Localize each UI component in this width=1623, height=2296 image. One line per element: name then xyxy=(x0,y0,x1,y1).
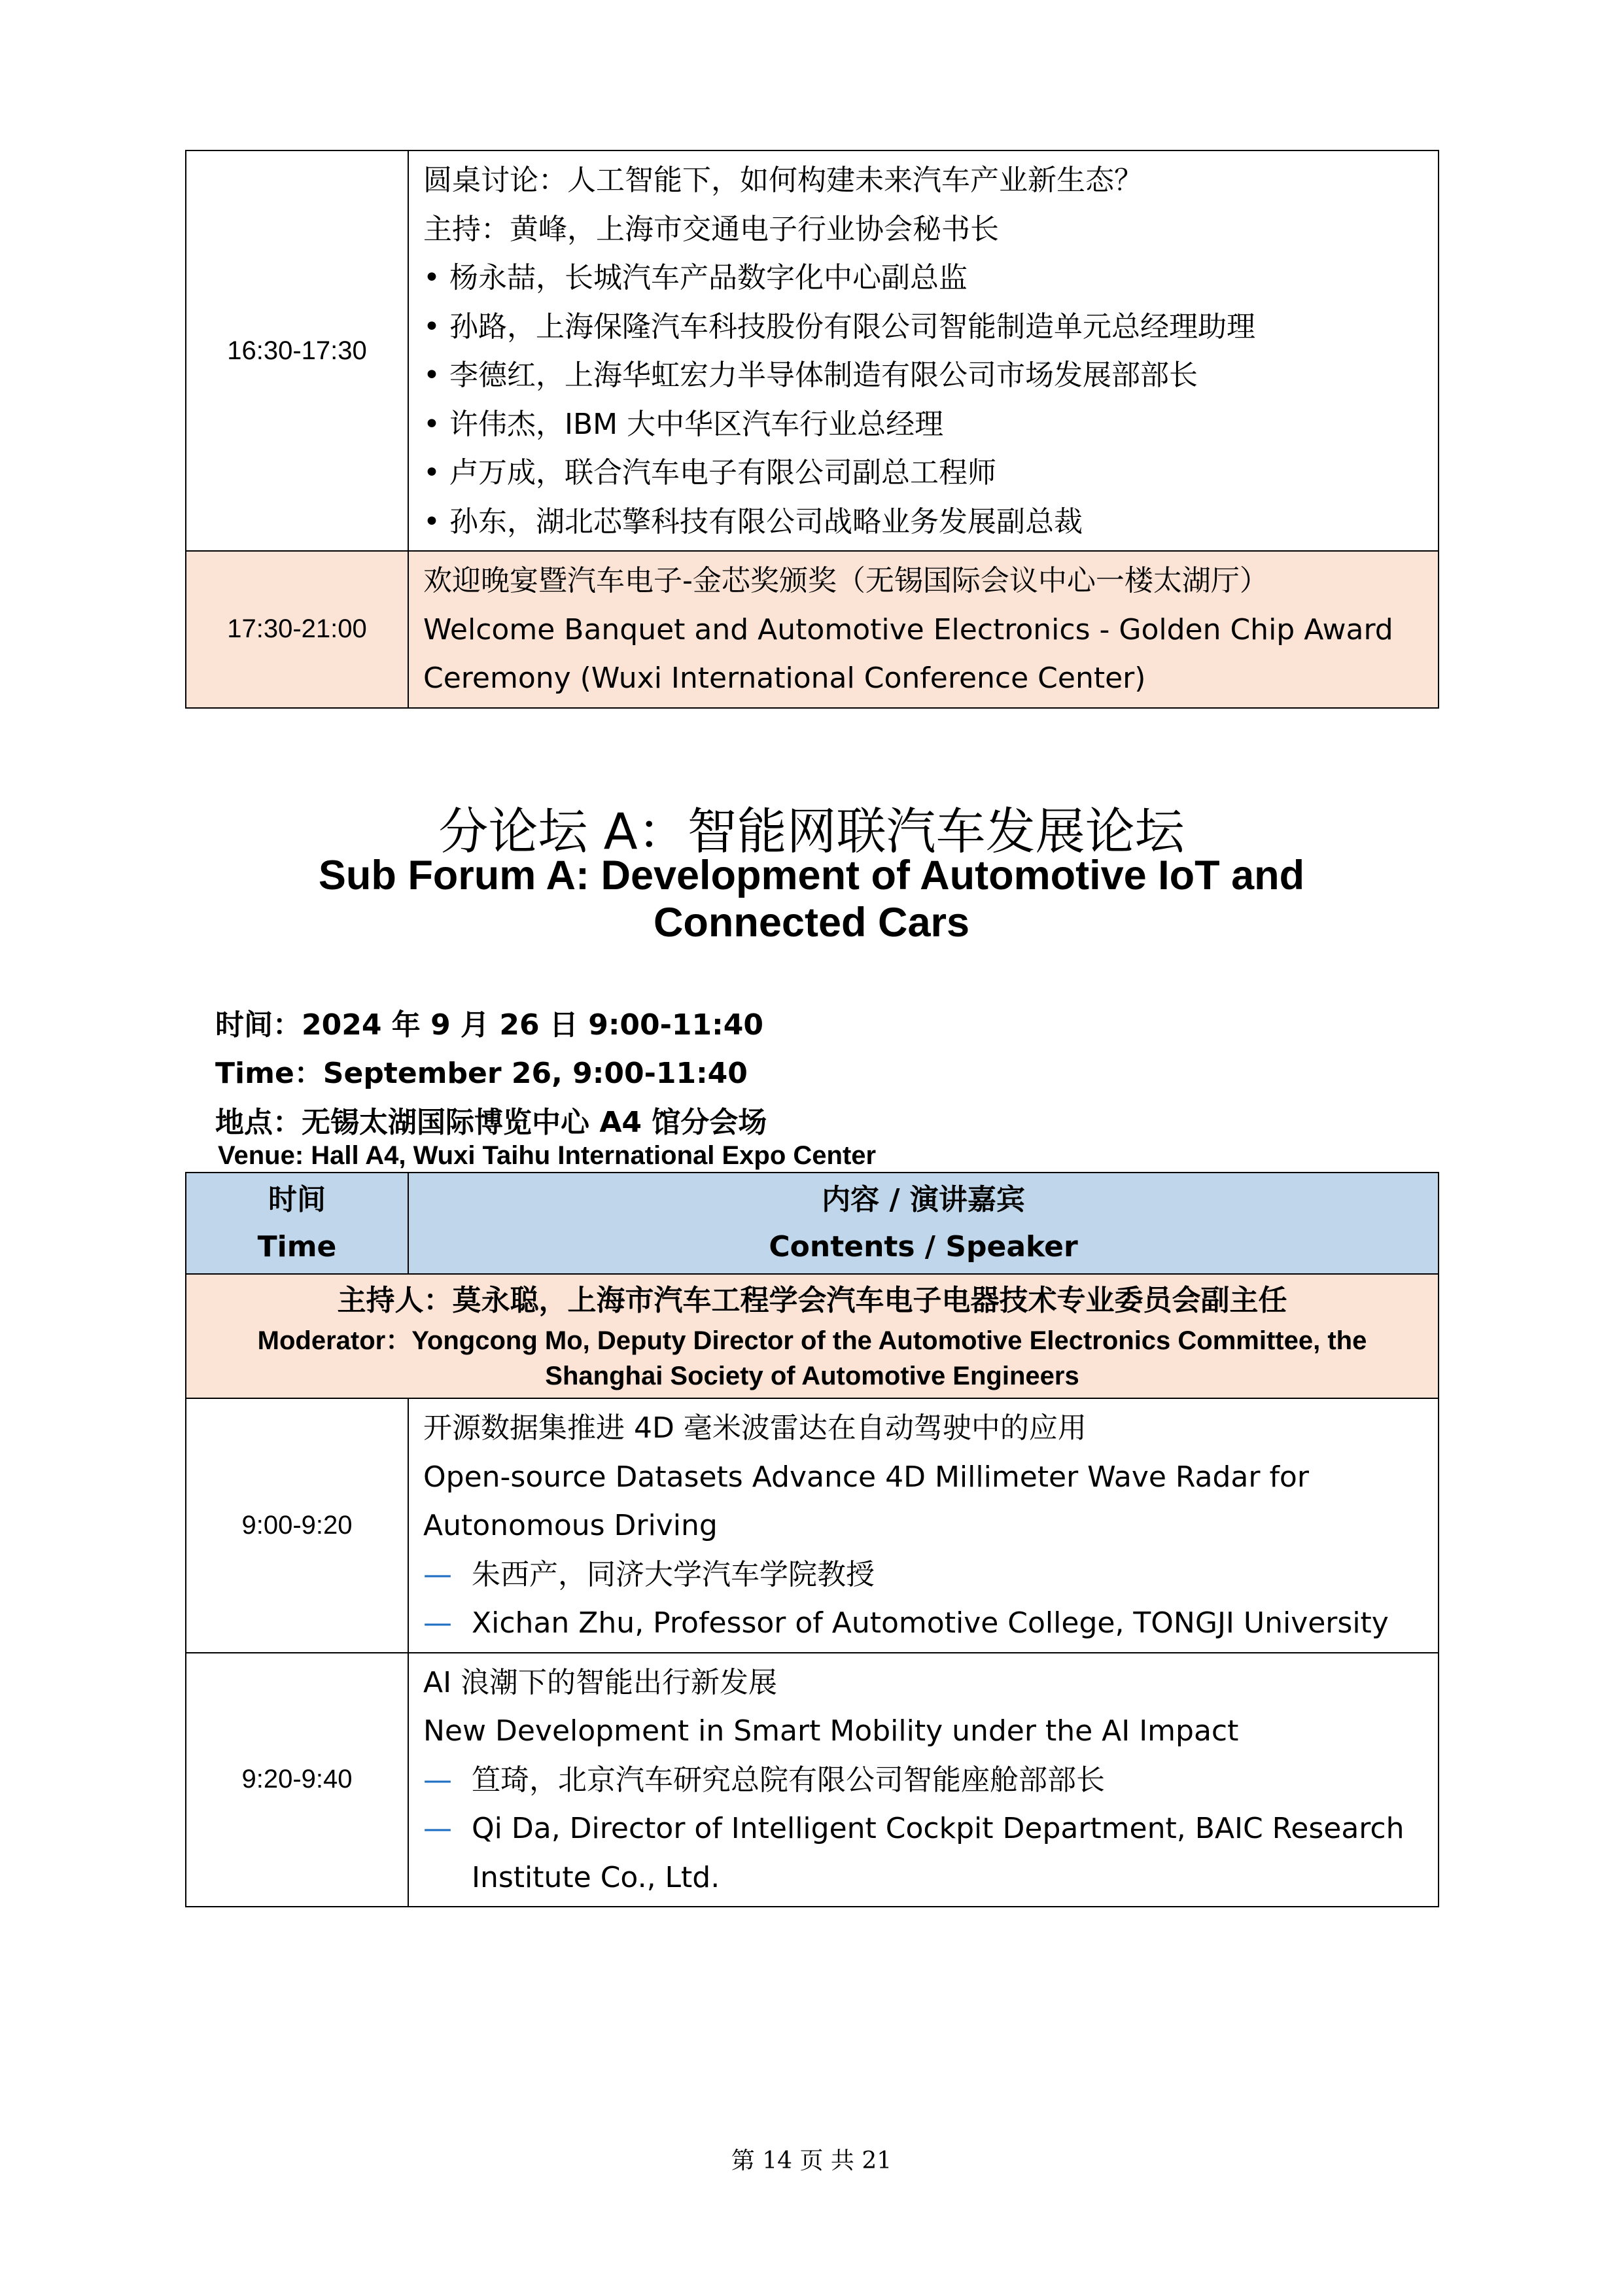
dash-icon: — xyxy=(423,1606,452,1640)
forum-time-en: Time：September 26, 9:00-11:40 xyxy=(215,1057,748,1090)
session-title-cn: 开源数据集推进 4D 毫米波雷达在自动驾驶中的应用 xyxy=(423,1411,1087,1445)
table-row xyxy=(186,1398,1439,1653)
content-cell xyxy=(408,551,1439,708)
forum-time-cn: 时间：2024 年 9 月 26 日 9:00-11:40 xyxy=(215,1008,763,1042)
moderator-row xyxy=(186,1274,1439,1398)
time-cell: 16:30-17:30 xyxy=(186,150,408,551)
table-row xyxy=(186,150,1439,551)
banquet-title-en: Ceremony (Wuxi International Conference Center) xyxy=(423,662,1146,695)
forum-title-cn: 分论坛 A：智能网联汽车发展论坛 xyxy=(438,802,1185,860)
time-cell: 9:20-9:40 xyxy=(186,1653,408,1907)
agenda-table-continued xyxy=(185,150,1439,709)
speaker-en: — Xichan Zhu, Professor of Automotive College, TONGJI University xyxy=(423,1599,1423,1648)
forum-venue-cn: 地点：无锡太湖国际博览中心 A4 馆分会场 xyxy=(215,1106,767,1139)
header-time-en: Time xyxy=(257,1229,337,1263)
session-title-en: Autonomous Driving xyxy=(423,1509,718,1542)
panelist-item: • 卢万成，联合汽车电子有限公司副总工程师 xyxy=(423,449,1423,498)
banquet-title-cn: 欢迎晚宴暨汽车电子-金芯奖颁奖（无锡国际会议中心一楼太湖厅） xyxy=(423,564,1268,597)
session-title: 圆桌讨论：人工智能下，如何构建未来汽车产业新生态？ xyxy=(423,164,1143,197)
page-number: 第 14 页 共 21 xyxy=(731,2147,892,2174)
banquet-title-en: Welcome Banquet and Automotive Electronics - Golden Chip Award xyxy=(423,612,1393,646)
header-contents-en: Contents / Speaker xyxy=(769,1229,1078,1263)
header-time-cn: 时间 xyxy=(268,1182,326,1216)
panelist-item: • 杨永喆，长城汽车产品数字化中心副总监 xyxy=(423,254,1423,303)
speaker-cn: — 笪琦，北京汽车研究总院有限公司智能座舱部部长 xyxy=(423,1756,1423,1805)
speaker-cn: — 朱西产，同济大学汽车学院教授 xyxy=(423,1551,1423,1600)
session-title-en: Open-source Datasets Advance 4D Millimeter Wave Radar for xyxy=(423,1460,1309,1494)
header-contents-cn: 内容 / 演讲嘉宾 xyxy=(822,1182,1025,1216)
time-cell: 17:30-21:00 xyxy=(186,551,408,708)
content-cell xyxy=(408,150,1439,551)
table-row xyxy=(186,1653,1439,1907)
table-row xyxy=(186,551,1439,708)
moderator-en: Moderator：Yongcong Mo, Deputy Director of the Automotive Electronics Committee, the xyxy=(257,1326,1367,1355)
session-host: 主持：黄峰，上海市交通电子行业协会秘书长 xyxy=(423,212,999,246)
table-header-row xyxy=(186,1173,1439,1274)
header-time xyxy=(186,1173,408,1274)
subforum-agenda-table xyxy=(185,1172,1439,1907)
panelist-item: • 许伟杰，IBM 大中华区汽车行业总经理 xyxy=(423,400,1423,450)
session-title-en: New Development in Smart Mobility under the AI Impact xyxy=(423,1714,1239,1748)
moderator-cn: 主持人：莫永聪，上海市汽车工程学会汽车电子电器技术专业委员会副主任 xyxy=(337,1284,1287,1317)
time-cell: 9:00-9:20 xyxy=(186,1398,408,1653)
session-title-cn: AI 浪潮下的智能出行新发展 xyxy=(423,1665,778,1699)
dash-icon: — xyxy=(423,1557,452,1591)
moderator-en: Shanghai Society of Automotive Engineers xyxy=(545,1362,1079,1390)
dash-icon: — xyxy=(423,1812,452,1845)
forum-venue-en: Venue: Hall A4, Wuxi Taihu International Expo Center xyxy=(218,1141,877,1170)
header-contents xyxy=(408,1173,1439,1274)
panelist-item: • 孙东，湖北芯擎科技有限公司战略业务发展副总裁 xyxy=(423,498,1423,547)
panelist-item: • 李德红，上海华虹宏力半导体制造有限公司市场发展部部长 xyxy=(423,351,1423,400)
speaker-en: — Qi Da, Director of Intelligent Cockpit Department, BAIC Research xyxy=(423,1805,1423,1854)
content-cell xyxy=(408,1653,1439,1907)
panelist-item: • 孙路，上海保隆汽车科技股份有限公司智能制造单元总经理助理 xyxy=(423,303,1423,352)
speaker-en: Institute Co., Ltd. xyxy=(472,1860,720,1894)
moderator-cell xyxy=(186,1274,1439,1398)
dash-icon: — xyxy=(423,1763,452,1797)
content-cell xyxy=(408,1398,1439,1653)
forum-title-en: Sub Forum A: Development of Automotive IoT and Connected Cars xyxy=(318,853,1305,945)
